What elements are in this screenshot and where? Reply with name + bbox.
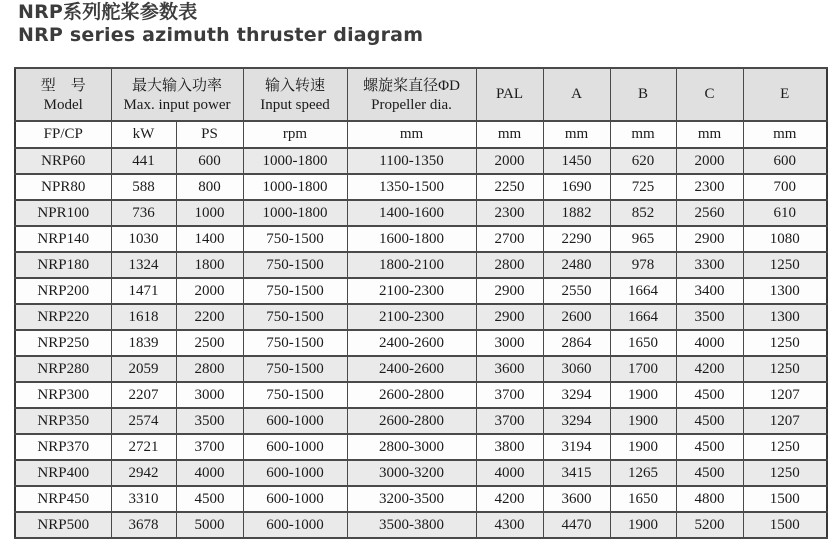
propeller-dia-cell: 1100-1350 bbox=[347, 148, 476, 174]
a-cell: 3294 bbox=[543, 408, 610, 434]
c-cell: 4200 bbox=[676, 356, 743, 382]
e-cell: 1300 bbox=[743, 304, 827, 330]
a-cell: 3194 bbox=[543, 434, 610, 460]
e-cell: 1250 bbox=[743, 330, 827, 356]
rpm-cell: 750-1500 bbox=[243, 356, 347, 382]
model-cell: NRP500 bbox=[15, 512, 111, 538]
kw-cell: 1839 bbox=[111, 330, 176, 356]
header-b: B bbox=[610, 68, 676, 121]
table-row bbox=[15, 356, 827, 382]
page-title-zh: NRP系列舵桨参数表 bbox=[18, 1, 198, 23]
propeller-dia-cell: 2800-3000 bbox=[347, 434, 476, 460]
pal-cell: 2300 bbox=[476, 200, 543, 226]
table-row bbox=[15, 486, 827, 512]
b-cell: 1900 bbox=[610, 382, 676, 408]
header-a: A bbox=[543, 68, 610, 121]
b-cell: 965 bbox=[610, 226, 676, 252]
header-pal: PAL bbox=[476, 68, 543, 121]
table-row bbox=[15, 330, 827, 356]
model-cell: NRP250 bbox=[15, 330, 111, 356]
header-model-en: Model bbox=[43, 96, 83, 113]
ps-cell: 2200 bbox=[176, 304, 243, 330]
ps-cell: 3000 bbox=[176, 382, 243, 408]
header-e: E bbox=[743, 68, 827, 121]
propeller-dia-cell: 1350-1500 bbox=[347, 174, 476, 200]
unit-cell-c-mm: mm bbox=[676, 121, 743, 148]
a-cell: 4470 bbox=[543, 512, 610, 538]
model-cell: NRP300 bbox=[15, 382, 111, 408]
kw-cell: 2207 bbox=[111, 382, 176, 408]
model-cell: NRP140 bbox=[15, 226, 111, 252]
a-cell: 2290 bbox=[543, 226, 610, 252]
model-cell: NRP400 bbox=[15, 460, 111, 486]
ps-cell: 3500 bbox=[176, 408, 243, 434]
ps-cell: 1800 bbox=[176, 252, 243, 278]
a-cell: 2600 bbox=[543, 304, 610, 330]
c-cell: 2900 bbox=[676, 226, 743, 252]
e-cell: 1500 bbox=[743, 486, 827, 512]
rpm-cell: 600-1000 bbox=[243, 460, 347, 486]
kw-cell: 1618 bbox=[111, 304, 176, 330]
b-cell: 1900 bbox=[610, 408, 676, 434]
rpm-cell: 750-1500 bbox=[243, 226, 347, 252]
kw-cell: 588 bbox=[111, 174, 176, 200]
c-cell: 2560 bbox=[676, 200, 743, 226]
pal-cell: 3800 bbox=[476, 434, 543, 460]
pal-cell: 3700 bbox=[476, 408, 543, 434]
c-cell: 5200 bbox=[676, 512, 743, 538]
pal-cell: 2900 bbox=[476, 304, 543, 330]
c-cell: 4500 bbox=[676, 434, 743, 460]
c-cell: 2300 bbox=[676, 174, 743, 200]
table-row bbox=[15, 226, 827, 252]
e-cell: 1250 bbox=[743, 252, 827, 278]
propeller-dia-cell: 3200-3500 bbox=[347, 486, 476, 512]
model-cell: NRP280 bbox=[15, 356, 111, 382]
rpm-cell: 1000-1800 bbox=[243, 174, 347, 200]
rpm-cell: 750-1500 bbox=[243, 382, 347, 408]
ps-cell: 4000 bbox=[176, 460, 243, 486]
ps-cell: 1400 bbox=[176, 226, 243, 252]
b-cell: 1650 bbox=[610, 486, 676, 512]
unit-cell-e-mm: mm bbox=[743, 121, 827, 148]
b-cell: 1900 bbox=[610, 434, 676, 460]
ps-cell: 4500 bbox=[176, 486, 243, 512]
kw-cell: 2721 bbox=[111, 434, 176, 460]
kw-cell: 3678 bbox=[111, 512, 176, 538]
b-cell: 1650 bbox=[610, 330, 676, 356]
e-cell: 1300 bbox=[743, 278, 827, 304]
e-cell: 1080 bbox=[743, 226, 827, 252]
propeller-dia-cell: 3000-3200 bbox=[347, 460, 476, 486]
kw-cell: 1030 bbox=[111, 226, 176, 252]
c-cell: 3400 bbox=[676, 278, 743, 304]
b-cell: 1664 bbox=[610, 278, 676, 304]
a-cell: 1690 bbox=[543, 174, 610, 200]
a-cell: 3600 bbox=[543, 486, 610, 512]
table-row bbox=[15, 174, 827, 200]
propeller-dia-cell: 2400-2600 bbox=[347, 330, 476, 356]
units-row bbox=[15, 121, 827, 148]
b-cell: 978 bbox=[610, 252, 676, 278]
header-speed-zh: 输入转速 bbox=[265, 77, 326, 94]
header-model bbox=[15, 68, 111, 121]
ps-cell: 2000 bbox=[176, 278, 243, 304]
propeller-dia-cell: 1400-1600 bbox=[347, 200, 476, 226]
pal-cell: 3000 bbox=[476, 330, 543, 356]
unit-cell-dia-mm: mm bbox=[347, 121, 476, 148]
header-row bbox=[15, 68, 827, 121]
header-power-zh: 最大输入功率 bbox=[132, 77, 223, 94]
rpm-cell: 750-1500 bbox=[243, 278, 347, 304]
c-cell: 4000 bbox=[676, 330, 743, 356]
ps-cell: 800 bbox=[176, 174, 243, 200]
table-row bbox=[15, 382, 827, 408]
propeller-dia-cell: 2400-2600 bbox=[347, 356, 476, 382]
model-cell: NRP370 bbox=[15, 434, 111, 460]
b-cell: 1900 bbox=[610, 512, 676, 538]
e-cell: 1207 bbox=[743, 408, 827, 434]
pal-cell: 2800 bbox=[476, 252, 543, 278]
a-cell: 3060 bbox=[543, 356, 610, 382]
propeller-dia-cell: 2100-2300 bbox=[347, 278, 476, 304]
a-cell: 3294 bbox=[543, 382, 610, 408]
unit-cell-model: FP/CP bbox=[15, 121, 111, 148]
c-cell: 4500 bbox=[676, 382, 743, 408]
a-cell: 1882 bbox=[543, 200, 610, 226]
kw-cell: 2059 bbox=[111, 356, 176, 382]
rpm-cell: 750-1500 bbox=[243, 330, 347, 356]
a-cell: 1450 bbox=[543, 148, 610, 174]
model-cell: NPR80 bbox=[15, 174, 111, 200]
propeller-dia-cell: 2600-2800 bbox=[347, 408, 476, 434]
rpm-cell: 600-1000 bbox=[243, 408, 347, 434]
rpm-cell: 1000-1800 bbox=[243, 148, 347, 174]
thruster-spec-table bbox=[14, 67, 828, 539]
e-cell: 1500 bbox=[743, 512, 827, 538]
c-cell: 4800 bbox=[676, 486, 743, 512]
propeller-dia-cell: 2100-2300 bbox=[347, 304, 476, 330]
pal-cell: 4200 bbox=[476, 486, 543, 512]
kw-cell: 3310 bbox=[111, 486, 176, 512]
header-model-zh: 型 号 bbox=[40, 77, 86, 94]
model-cell: NPR100 bbox=[15, 200, 111, 226]
kw-cell: 736 bbox=[111, 200, 176, 226]
table-row bbox=[15, 252, 827, 278]
pal-cell: 2700 bbox=[476, 226, 543, 252]
pal-cell: 3600 bbox=[476, 356, 543, 382]
kw-cell: 1471 bbox=[111, 278, 176, 304]
ps-cell: 5000 bbox=[176, 512, 243, 538]
a-cell: 2550 bbox=[543, 278, 610, 304]
header-max-input-power bbox=[111, 68, 243, 121]
c-cell: 4500 bbox=[676, 460, 743, 486]
a-cell: 2480 bbox=[543, 252, 610, 278]
ps-cell: 1000 bbox=[176, 200, 243, 226]
c-cell: 4500 bbox=[676, 408, 743, 434]
table-row bbox=[15, 148, 827, 174]
c-cell: 3300 bbox=[676, 252, 743, 278]
header-power-en: Max. input power bbox=[123, 96, 231, 113]
rpm-cell: 750-1500 bbox=[243, 252, 347, 278]
a-cell: 3415 bbox=[543, 460, 610, 486]
table-row bbox=[15, 200, 827, 226]
header-dia-zh: 螺旋桨直径ΦD bbox=[363, 77, 460, 94]
b-cell: 725 bbox=[610, 174, 676, 200]
header-c: C bbox=[676, 68, 743, 121]
unit-cell-rpm: rpm bbox=[243, 121, 347, 148]
rpm-cell: 1000-1800 bbox=[243, 200, 347, 226]
ps-cell: 2800 bbox=[176, 356, 243, 382]
propeller-dia-cell: 2600-2800 bbox=[347, 382, 476, 408]
ps-cell: 600 bbox=[176, 148, 243, 174]
c-cell: 2000 bbox=[676, 148, 743, 174]
pal-cell: 2900 bbox=[476, 278, 543, 304]
table-row bbox=[15, 408, 827, 434]
rpm-cell: 600-1000 bbox=[243, 434, 347, 460]
table-row bbox=[15, 304, 827, 330]
rpm-cell: 750-1500 bbox=[243, 304, 347, 330]
e-cell: 610 bbox=[743, 200, 827, 226]
a-cell: 2864 bbox=[543, 330, 610, 356]
unit-cell-b-mm: mm bbox=[610, 121, 676, 148]
model-cell: NRP220 bbox=[15, 304, 111, 330]
kw-cell: 2574 bbox=[111, 408, 176, 434]
pal-cell: 4000 bbox=[476, 460, 543, 486]
ps-cell: 3700 bbox=[176, 434, 243, 460]
table-row bbox=[15, 512, 827, 538]
model-cell: NRP350 bbox=[15, 408, 111, 434]
e-cell: 1250 bbox=[743, 356, 827, 382]
e-cell: 700 bbox=[743, 174, 827, 200]
unit-cell-a-mm: mm bbox=[543, 121, 610, 148]
rpm-cell: 600-1000 bbox=[243, 512, 347, 538]
e-cell: 600 bbox=[743, 148, 827, 174]
b-cell: 1700 bbox=[610, 356, 676, 382]
b-cell: 1664 bbox=[610, 304, 676, 330]
pal-cell: 2000 bbox=[476, 148, 543, 174]
b-cell: 1265 bbox=[610, 460, 676, 486]
model-cell: NRP180 bbox=[15, 252, 111, 278]
header-dia-en: Propeller dia. bbox=[371, 96, 452, 113]
unit-cell-ps: PS bbox=[176, 121, 243, 148]
header-propeller-dia bbox=[347, 68, 476, 121]
ps-cell: 2500 bbox=[176, 330, 243, 356]
header-speed-en: Input speed bbox=[260, 96, 330, 113]
unit-cell-kw: kW bbox=[111, 121, 176, 148]
model-cell: NRP60 bbox=[15, 148, 111, 174]
kw-cell: 2942 bbox=[111, 460, 176, 486]
table-row bbox=[15, 434, 827, 460]
c-cell: 3500 bbox=[676, 304, 743, 330]
e-cell: 1207 bbox=[743, 382, 827, 408]
b-cell: 852 bbox=[610, 200, 676, 226]
table-row bbox=[15, 460, 827, 486]
table-row bbox=[15, 278, 827, 304]
model-cell: NRP450 bbox=[15, 486, 111, 512]
b-cell: 620 bbox=[610, 148, 676, 174]
propeller-dia-cell: 3500-3800 bbox=[347, 512, 476, 538]
e-cell: 1250 bbox=[743, 460, 827, 486]
propeller-dia-cell: 1800-2100 bbox=[347, 252, 476, 278]
unit-cell-pal-mm: mm bbox=[476, 121, 543, 148]
rpm-cell: 600-1000 bbox=[243, 486, 347, 512]
page-title bbox=[18, 1, 423, 47]
propeller-dia-cell: 1600-1800 bbox=[347, 226, 476, 252]
e-cell: 1250 bbox=[743, 434, 827, 460]
pal-cell: 3700 bbox=[476, 382, 543, 408]
pal-cell: 4300 bbox=[476, 512, 543, 538]
kw-cell: 1324 bbox=[111, 252, 176, 278]
kw-cell: 441 bbox=[111, 148, 176, 174]
model-cell: NRP200 bbox=[15, 278, 111, 304]
header-input-speed bbox=[243, 68, 347, 121]
pal-cell: 2250 bbox=[476, 174, 543, 200]
page-title-en: NRP series azimuth thruster diagram bbox=[18, 24, 424, 46]
